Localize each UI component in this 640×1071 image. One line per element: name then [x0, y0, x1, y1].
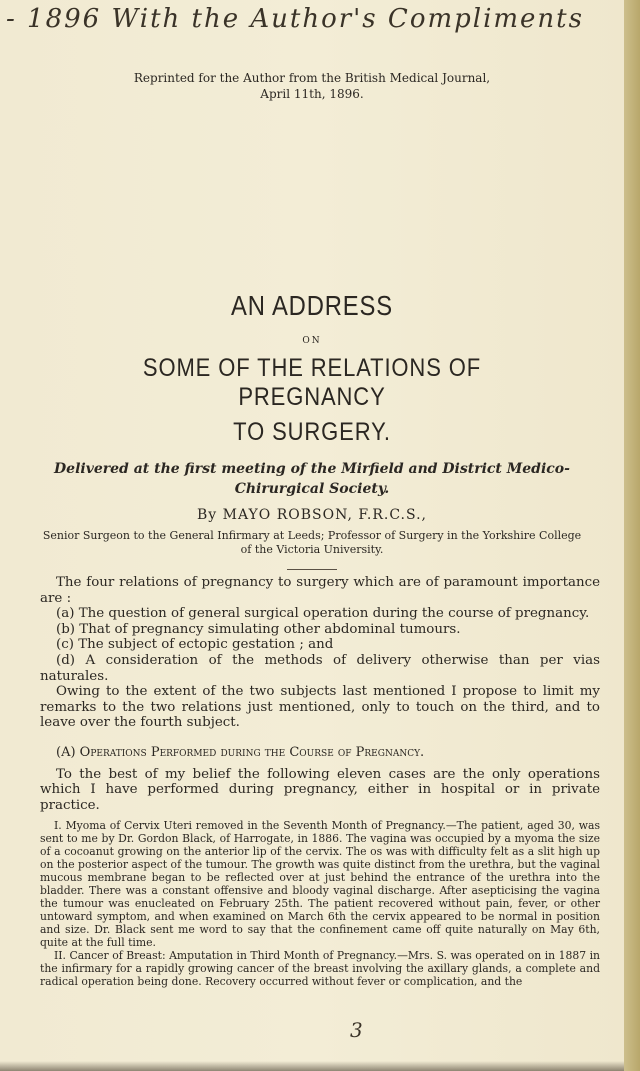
author-name: By MAYO ROBSON, F.R.C.S., — [197, 507, 427, 523]
bottom-edge-stain — [0, 1061, 624, 1071]
reprint-line-2: April 11th, 1896. — [260, 87, 364, 101]
reprint-notice — [40, 70, 584, 102]
main-title-line-2: TO SURGERY. — [233, 418, 391, 446]
best-belief-paragraph: To the best of my belief the following eleven cases are the only operations which I have performed during pregnancy, either in hospital or in private practice. — [40, 766, 600, 813]
page-number: 3 — [350, 1018, 363, 1042]
case-2-paragraph: II. Cancer of Breast: Amputation in Third Month of Pregnancy.—Mrs. S. was operated on in 1887 in the infirmary for a rapidly growing cancer of the breast involving the axillary glands, a complete and radical operation being done. Recovery occurred without fever or complication, and the — [40, 949, 600, 989]
list-item-b: (b) That of pregnancy simulating other abdominal tumours. — [56, 621, 461, 637]
page-edge — [624, 0, 640, 1071]
reprint-line-1: Reprinted for the Author from the British Medical Journal, — [133, 71, 491, 85]
section-heading: (A) Operations Performed during the Course of Pregnancy. — [56, 744, 425, 760]
handwritten-inscription: - 1896 With the Author's Compliments — [6, 4, 584, 34]
on-label: ON — [302, 336, 322, 346]
intro-paragraph: The four relations of pregnancy to surgery which are of paramount importance are : — [40, 575, 600, 606]
author-description: Senior Surgeon to the General Infirmary at Leeds; Professor of Surgery in the Yorkshire College of the Victoria University. — [42, 529, 582, 556]
case-1-paragraph: I. Myoma of Cervix Uteri removed in the Seventh Month of Pregnancy.—The patient, aged 30, was sent to me by Dr. Gordon Black, of Harrogate, in 1886. The vagina was occupied by a myoma the size of a cocoanut growing on the anterior lip of the cervix. The os was with difficulty felt as a slit high up on the posterior aspect of the tumour. The growth was quite distinct from the urethra, but the vaginal mucous membrane began to be reflected over at just behind the entrance of the urethra into the bladder. There was a constant offensive and bloody vaginal discharge. After asepticising the vagina the tumour was enucleated on February 25th. The patient recovered without pain, fever, or other untoward symptom, and when examined on March 6th the cervix appeared to be normal in position and size. Dr. Black sent me word to say that the confinement came off quite naturally on May 6th, quite at the full time. — [40, 819, 600, 950]
list-item-c: (c) The subject of ectopic gestation ; and — [56, 637, 334, 653]
address-heading: AN ADDRESS — [231, 290, 393, 321]
divider-rule — [287, 569, 337, 570]
delivered-note: Delivered at the first meeting of the Mirfield and District Medico-Chirurgical Society. — [54, 461, 570, 497]
article-body — [40, 575, 600, 988]
main-title-line-1: SOME OF THE RELATIONS OF PREGNANCY — [142, 354, 482, 411]
list-item-a: (a) The question of general surgical operation during the course of pregnancy. — [56, 606, 590, 622]
owing-paragraph: Owing to the extent of the two subjects last mentioned I propose to limit my remarks to the two relations just mentioned, only to touch on the third, and to leave over the fourth subject. — [40, 684, 600, 731]
title-block — [40, 290, 584, 570]
list-item-d: (d) A consideration of the methods of delivery otherwise than per vias naturales. — [40, 652, 600, 684]
